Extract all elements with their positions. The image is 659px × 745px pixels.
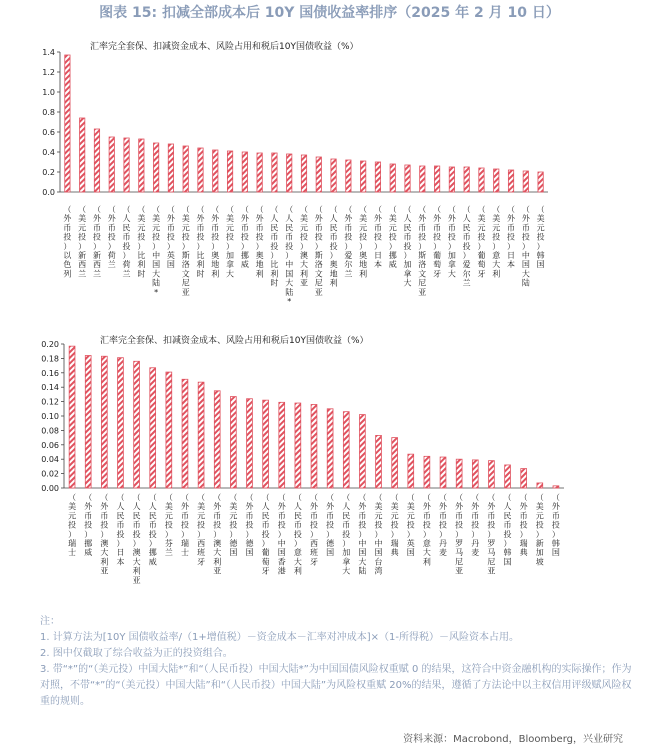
bar bbox=[479, 168, 484, 192]
chart-title: 汇率完全套保、扣减资金成本、风险占用和税后10Y国债收益（%） bbox=[90, 42, 359, 52]
bar bbox=[101, 356, 107, 488]
bar bbox=[257, 153, 262, 192]
x-tick-label: （外币投）罗马尼亚 bbox=[455, 493, 464, 576]
x-tick-label: （人民币投）日本 bbox=[116, 493, 125, 567]
x-tick-label: （美元投）新西兰 bbox=[78, 205, 87, 279]
x-tick-label: （外币投）澳大利亚 bbox=[100, 493, 109, 576]
y-tick-label: 0.10 bbox=[41, 412, 59, 421]
x-tick-label: （人民币投）加拿大 bbox=[403, 205, 412, 288]
x-tick-label: （美元投）芬兰 bbox=[164, 493, 173, 558]
x-tick-label: （美元投）挪威 bbox=[388, 205, 397, 270]
x-tick-label: （外币投）以色列 bbox=[63, 205, 72, 279]
bar bbox=[227, 151, 232, 192]
bar bbox=[375, 162, 380, 192]
bar bbox=[182, 379, 188, 488]
chart-bottom bbox=[0, 330, 659, 610]
bar bbox=[390, 164, 395, 192]
bar bbox=[166, 372, 172, 488]
x-tick-label: （外币投）奥地利 bbox=[211, 205, 220, 279]
x-tick-label: （外币投）韩国 bbox=[551, 493, 560, 558]
x-tick-label: （外币投）日本 bbox=[373, 205, 382, 270]
bar bbox=[472, 460, 478, 488]
bar bbox=[392, 438, 398, 488]
bar bbox=[553, 486, 559, 488]
x-tick-label: （美元投）中国台湾 bbox=[374, 493, 383, 576]
x-tick-label: （外币投）新西兰 bbox=[92, 205, 101, 279]
x-tick-label: （美元投）韩国 bbox=[536, 205, 545, 270]
chart-title: 汇率完全套保、扣减资金成本、风险占用和税后10Y国债收益（%） bbox=[100, 336, 369, 346]
bar bbox=[420, 166, 425, 192]
y-tick-label: 0.08 bbox=[41, 426, 59, 436]
bar bbox=[434, 166, 439, 192]
bar bbox=[359, 415, 365, 488]
x-tick-label: （美元投）瑞士 bbox=[68, 493, 77, 558]
bar bbox=[331, 159, 336, 192]
y-tick-label: 1.2 bbox=[42, 68, 55, 77]
x-tick-label: （外币投）德国 bbox=[326, 493, 335, 558]
y-tick-label: 0.16 bbox=[41, 368, 59, 378]
x-tick-label: （人民币投）澳大利亚 bbox=[132, 493, 141, 585]
x-tick-label: （外币投）意大利 bbox=[422, 493, 431, 567]
bar bbox=[508, 170, 513, 192]
bar bbox=[464, 167, 469, 192]
bar bbox=[65, 55, 70, 192]
bar bbox=[109, 137, 114, 192]
bar bbox=[198, 148, 203, 192]
x-tick-label: （外币投）荷兰 bbox=[107, 205, 116, 270]
bar bbox=[134, 361, 140, 488]
notes bbox=[40, 614, 640, 710]
x-tick-label: （外币投）瑞士 bbox=[180, 493, 189, 558]
x-tick-label: （美元投）西班牙 bbox=[197, 493, 206, 567]
x-tick-label: （外币投）西班牙 bbox=[310, 493, 318, 567]
bar bbox=[80, 118, 85, 192]
bar bbox=[153, 143, 158, 192]
x-tick-label: （外币投）澳大利亚 bbox=[213, 493, 222, 576]
x-tick-label: （人民币投）爱尔兰 bbox=[462, 205, 471, 288]
bar bbox=[311, 404, 317, 488]
x-tick-label: （美元投）英国 bbox=[406, 493, 415, 558]
x-tick-label: （美元投）斯洛文尼亚 bbox=[181, 205, 190, 297]
x-tick-label: （美元投）新加坡 bbox=[535, 493, 544, 567]
bar bbox=[360, 161, 365, 192]
bar bbox=[124, 138, 129, 192]
bar bbox=[346, 160, 351, 192]
note-line-2: 2. 图中仅截取了综合收益为正的投资组合。 bbox=[40, 648, 233, 659]
y-tick-label: 0.00 bbox=[41, 484, 59, 493]
bar bbox=[449, 167, 454, 192]
bar bbox=[489, 461, 495, 488]
bar bbox=[376, 435, 382, 488]
bar bbox=[139, 139, 144, 192]
x-tick-label: （外币投）挪威 bbox=[84, 493, 93, 558]
x-tick-label: （人民币投）意大利 bbox=[293, 493, 302, 576]
bar bbox=[316, 157, 321, 192]
y-tick-label: 0.2 bbox=[42, 168, 55, 177]
bar bbox=[279, 402, 285, 488]
x-tick-label: （外币投）日本 bbox=[507, 205, 516, 270]
y-tick-label: 0.0 bbox=[42, 188, 55, 197]
x-tick-label: （外币投）丹麦 bbox=[471, 493, 480, 558]
x-tick-label: （人民币投）葡萄牙 bbox=[261, 493, 270, 576]
y-tick-label: 0.04 bbox=[41, 455, 59, 465]
x-tick-label: （外币投）葡萄牙 bbox=[433, 205, 442, 279]
bar bbox=[424, 456, 430, 488]
bar bbox=[272, 153, 277, 192]
y-tick-label: 1.4 bbox=[42, 48, 55, 57]
x-tick-label: （外币投）比利时 bbox=[196, 205, 205, 279]
y-tick-label: 0.12 bbox=[41, 397, 59, 407]
x-tick-label: （人民币投）荷兰 bbox=[122, 205, 131, 279]
bar bbox=[521, 469, 527, 488]
bar bbox=[198, 382, 204, 488]
x-tick-label: （外币投）中国大陆 bbox=[521, 205, 530, 288]
x-tick-label: （人民币投）奥地利 bbox=[329, 205, 338, 288]
x-tick-label: （外币投）斯洛文尼亚 bbox=[418, 205, 427, 297]
x-tick-label: （外币投）挪威 bbox=[240, 205, 249, 270]
bar bbox=[213, 150, 218, 192]
bar bbox=[247, 399, 253, 488]
bar bbox=[94, 129, 99, 192]
x-tick-label: （美元投）瑞典 bbox=[390, 493, 399, 558]
x-tick-label: （美元投）葡萄牙 bbox=[477, 205, 486, 279]
x-tick-label: （外币投）德国 bbox=[245, 493, 254, 558]
x-tick-label: （外币投）加拿大 bbox=[447, 205, 456, 279]
bar bbox=[301, 155, 306, 192]
bar bbox=[505, 465, 511, 488]
x-tick-label: （人民币投）比利时 bbox=[270, 205, 279, 288]
bar bbox=[456, 459, 462, 488]
source-note: 资料来源：Macrobond，Bloomberg，兴业研究 bbox=[403, 734, 623, 745]
page-title: 图表 15: 扣减全部成本后 10Y 国债收益率排序（2025 年 2 月 10 日） bbox=[99, 5, 560, 21]
x-tick-label: （人民币投）加拿大 bbox=[342, 493, 351, 576]
bar bbox=[214, 391, 220, 488]
bar bbox=[494, 169, 499, 192]
bar bbox=[408, 454, 414, 488]
bar bbox=[440, 457, 446, 488]
x-tick-label: （外币投）中国大陆 bbox=[358, 493, 367, 576]
x-tick-label: （外币投）中国香港 bbox=[277, 493, 286, 576]
bar bbox=[538, 172, 543, 192]
bar bbox=[523, 171, 528, 192]
x-tick-label: （人民币投）韩国 bbox=[503, 493, 512, 567]
chart-top bbox=[0, 36, 659, 326]
y-tick-label: 0.14 bbox=[41, 383, 59, 393]
x-tick-label: （美元投）加拿大 bbox=[226, 205, 235, 279]
note-line-3: 3. 带“*”的“（美元投）中国大陆*”和“（人民币投）中国大陆*”为中国国债风险权重赋 0 的结果，这符合中资金融机构的实际操作；作为对照，不带“*”的“（美元投）中国大陆”和“（人民币投）中国大陆”为风险权重赋 20%的结果，遵循了方法论中以主权信用评级赋风险权重的规则。 bbox=[40, 664, 632, 707]
bar bbox=[85, 356, 91, 488]
y-tick-label: 0.06 bbox=[41, 440, 59, 450]
x-tick-label: （外币投）爱尔兰 bbox=[344, 205, 353, 279]
y-tick-label: 0.18 bbox=[41, 354, 59, 364]
x-tick-label: （人民币投）挪威 bbox=[148, 493, 157, 567]
x-tick-label: （美元投）奥地利 bbox=[359, 205, 368, 279]
x-tick-label: （外币投）丹麦 bbox=[439, 493, 448, 558]
bar bbox=[150, 368, 156, 488]
note-line-1: 1. 计算方法为[10Y 国债收益率/（1+增值税）－资金成本－汇率对冲成本]×（1-所得税）－风险资本占用。 bbox=[40, 632, 519, 643]
x-tick-label: （美元投）意大利 bbox=[492, 205, 501, 279]
y-tick-label: 0.4 bbox=[42, 148, 55, 157]
bar bbox=[343, 412, 349, 488]
x-tick-label: （美元投）澳大利亚 bbox=[300, 205, 308, 288]
bar bbox=[287, 154, 292, 192]
bar bbox=[118, 358, 124, 488]
x-tick-label: （外币投）英国 bbox=[166, 205, 175, 270]
notes-heading: 注： bbox=[40, 616, 60, 627]
bar bbox=[537, 483, 543, 488]
x-tick-label: （外币投）罗马尼亚 bbox=[487, 493, 496, 576]
x-tick-label: （外币投）瑞典 bbox=[519, 493, 528, 558]
y-tick-label: 0.6 bbox=[42, 128, 55, 137]
x-tick-label: （美元投）中国大陆* bbox=[152, 205, 161, 297]
bar bbox=[242, 152, 247, 192]
bar bbox=[183, 146, 188, 192]
x-tick-label: （人民币投）中国大陆* bbox=[285, 205, 294, 306]
bar bbox=[405, 165, 410, 192]
x-tick-label: （美元投）德国 bbox=[229, 493, 238, 558]
y-tick-label: 0.20 bbox=[41, 340, 59, 349]
x-tick-label: （美元投）比利时 bbox=[137, 205, 146, 279]
bar bbox=[295, 403, 301, 488]
y-tick-label: 1.0 bbox=[42, 88, 55, 97]
y-tick-label: 0.8 bbox=[42, 108, 55, 117]
x-tick-label: （外币投）奥地利 bbox=[255, 205, 264, 279]
bar bbox=[69, 346, 75, 488]
bar bbox=[230, 397, 236, 488]
bar bbox=[327, 409, 333, 488]
bar bbox=[168, 144, 173, 192]
bar bbox=[263, 400, 269, 488]
x-tick-label: （外币投）斯洛文尼亚 bbox=[314, 205, 323, 297]
y-tick-label: 0.02 bbox=[41, 469, 59, 479]
